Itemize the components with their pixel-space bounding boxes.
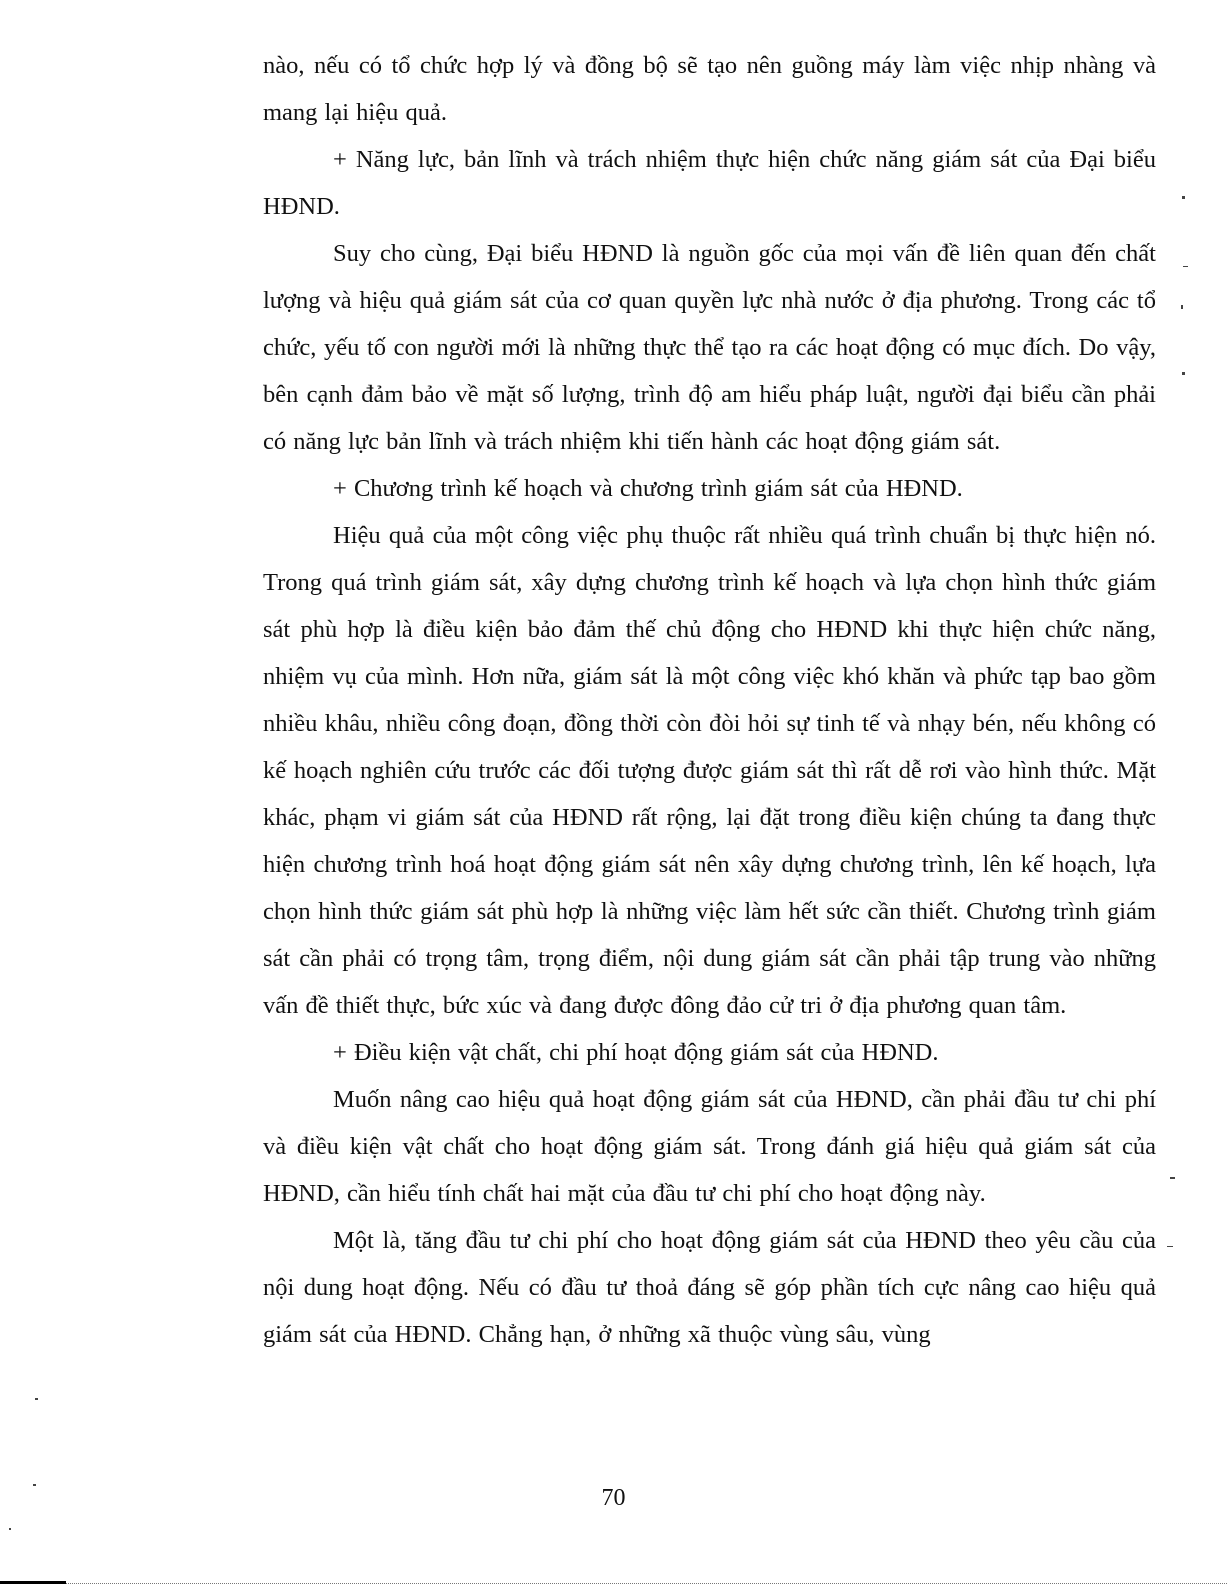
heading-supervision-program: + Chương trình kế hoạch và chương trình giám sát của HĐND. — [333, 475, 963, 502]
heading-material-conditions: + Điều kiện vật chất, chi phí hoạt động giám sát của HĐND. — [333, 1039, 939, 1066]
page-number: 70 — [601, 1485, 626, 1511]
scan-speck — [33, 1484, 36, 1486]
paragraph-investment-costs: Muốn nâng cao hiệu quả hoạt động giám sát của HĐND, cần phải đầu tư chi phí và điều kiện vật chất cho hoạt động giám sát. Trong đánh giá hiệu quả giám sát của HĐND, cần hiểu tính chất hai mặt của đầu tư chi phí cho hoạt động này. — [263, 1086, 1156, 1207]
heading-delegate-capacity: + Năng lực, bản lĩnh và trách nhiệm thực hiện chức năng giám sát của Đại biểu HĐND. — [263, 146, 1156, 220]
scan-speck — [1183, 266, 1188, 267]
scan-speck — [1181, 305, 1183, 309]
scan-speck — [1170, 1177, 1175, 1179]
scan-edge-rule — [0, 1581, 66, 1584]
scan-speck — [9, 1528, 11, 1530]
scan-speck — [1182, 372, 1185, 375]
paragraph-supervision-planning: Hiệu quả của một công việc phụ thuộc rất nhiều quá trình chuẩn bị thực hiện nó. Trong quá trình giám sát, xây dựng chương trình kế hoạch và lựa chọn hình thức giám sát phù hợp là điều kiện bảo đảm thế chủ động cho HĐND khi thực hiện chức năng, nhiệm vụ của mình. Hơn nữa, giám sát là một công việc khó khăn và phức tạp bao gồm nhiều khâu, nhiều công đoạn, đồng thời còn đòi hỏi sự tinh tế và nhạy bén, nếu không có kế hoạch nghiên cứu trước các đối tượng được giám sát thì rất dễ rơi vào hình thức. Mặt khác, phạm vi giám sát của HĐND rất rộng, lại đặt trong điều kiện chúng ta đang thực hiện chương trình hoá hoạt động giám sát nên xây dựng chương trình, lên kế hoạch, lựa chọn hình thức giám sát phù hợp là những việc làm hết sức cần thiết. Chương trình giám sát cần phải có trọng tâm, trọng điểm, nội dung giám sát cần phải tập trung vào những vấn đề thiết thực, bức xúc và đang được đông đảo cử tri ở địa phương quan tâm. — [263, 522, 1156, 1019]
scan-speck — [35, 1398, 38, 1400]
paragraph-delegate-role: Suy cho cùng, Đại biểu HĐND là nguồn gốc của mọi vấn đề liên quan đến chất lượng và hiệu quả giám sát của cơ quan quyền lực nhà nước ở địa phương. Trong các tổ chức, yếu tố con người mới là những thực thể tạo ra các hoạt động có mục đích. Do vậy, bên cạnh đảm bảo về mặt số lượng, trình độ am hiểu pháp luật, người đại biểu cần phải có năng lực bản lĩnh và trách nhiệm khi tiến hành các hoạt động giám sát. — [263, 240, 1156, 455]
paragraph-first-aspect: Một là, tăng đầu tư chi phí cho hoạt động giám sát của HĐND theo yêu cầu của nội dung hoạt động. Nếu có đầu tư thoả đáng sẽ góp phần tích cực nâng cao hiệu quả giám sát của HĐND. Chẳng hạn, ở những xã thuộc vùng sâu, vùng — [263, 1227, 1156, 1348]
scan-edge-dotted-line — [66, 1583, 1227, 1584]
scan-speck — [1167, 1246, 1173, 1247]
document-body — [263, 42, 1156, 1358]
scan-speck — [1182, 196, 1185, 199]
paragraph-continuation: nào, nếu có tổ chức hợp lý và đồng bộ sẽ tạo nên guồng máy làm việc nhịp nhàng và mang lại hiệu quả. — [263, 52, 1156, 126]
